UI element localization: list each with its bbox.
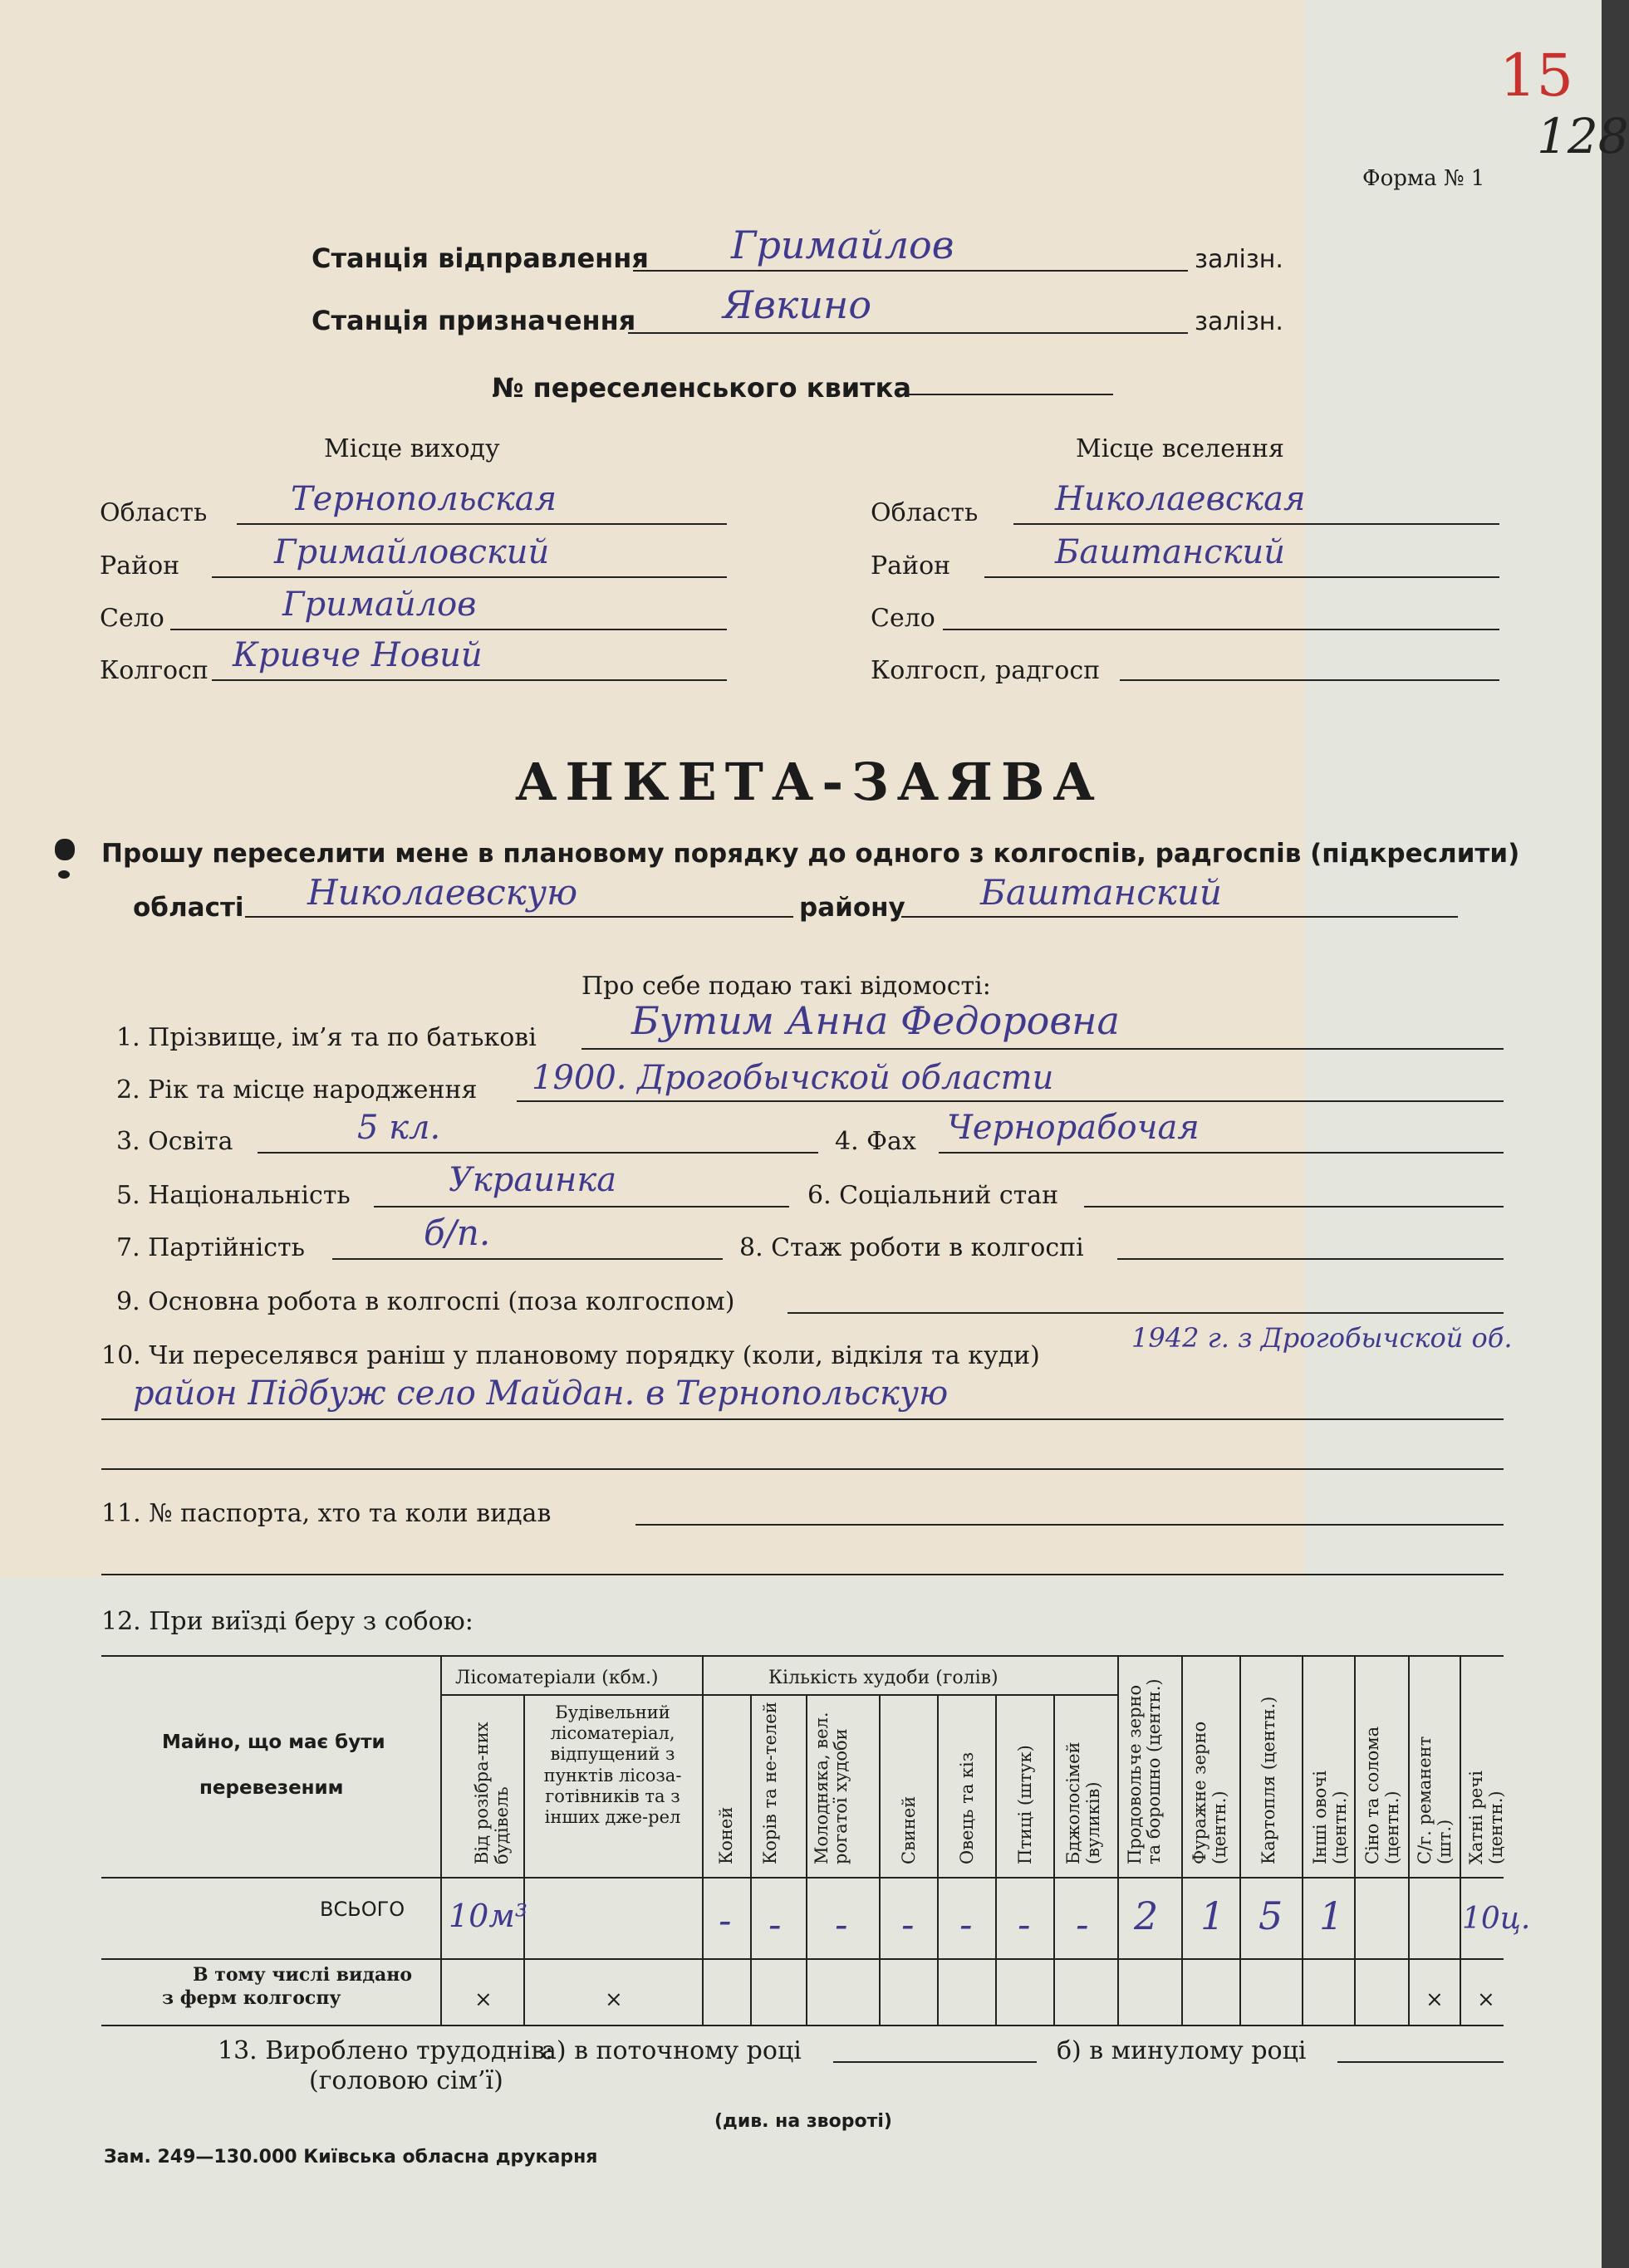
table-line [440,1694,1117,1696]
total-grain: 2 [1134,1893,1159,1938]
table-line [1181,1655,1183,2025]
request-raion-label: району [799,893,905,923]
workdays-previous-line [1337,2061,1504,2063]
total-potato: 5 [1259,1893,1283,1938]
origin-village-label: Село [100,604,164,633]
departure-station-line [633,270,1188,272]
table-line [702,1655,704,2025]
q4-value: Чернорабочая [947,1109,1200,1147]
col-birds-header: Птиці (штук) [1015,1745,1035,1864]
table-line [1239,1655,1241,2025]
row-farm-label-2: з ферм колгоспу [162,1987,341,2009]
col-dismantled-header: Від розібра-них будівель [472,1722,512,1864]
col-potato-header: Картопля (центн.) [1259,1696,1278,1864]
q10-value-first: 1942 г. з Дрогобычской об. [1131,1322,1513,1354]
intro-text: Про себе подаю такі відомості: [581,972,991,1001]
q5-label: 5. Національність [116,1181,351,1210]
destination-station-label: Станція призначення [312,305,636,336]
origin-village-line [170,629,727,630]
q9-line [788,1312,1504,1314]
q12-label: 12. При виїзді беру з собою: [101,1607,473,1636]
col-household-header: Хатні речі (центн.) [1466,1771,1506,1864]
row-total-label: ВСЬОГО [320,1898,405,1921]
col-pigs-header: Свиней [899,1795,919,1864]
q8-label: 8. Стаж роботи в колгоспі [739,1233,1084,1262]
printer-imprint: Зам. 249—130.000 Київська обласна друкарня [104,2147,598,2168]
total-young: - [835,1902,848,1947]
q10-line-2 [101,1468,1504,1470]
table-line [806,1694,807,2025]
col-bees-header: Бджолосімей (вуликів) [1063,1741,1103,1864]
table-line [440,1655,442,2025]
q10-line-1 [101,1418,1504,1420]
form-number: Форма № 1 [1362,166,1485,191]
dest-raion-line [984,576,1499,578]
table-line [937,1694,939,2025]
request-text: Прошу переселити мене в плановому порядку до одного з колгоспів, радгоспів (підкреслити) [101,839,1520,869]
total-pigs: - [901,1902,915,1947]
q10-value-second: район Підбуж село Майдан. в Тернопольскую [133,1374,949,1413]
request-raion-line [901,916,1458,918]
request-oblast-value: Николаевскую [307,872,578,913]
q2-line [517,1100,1504,1102]
q3-label: 3. Освіта [116,1127,233,1156]
q11-line-1 [635,1524,1504,1526]
table-line [101,1958,1504,1960]
destination-rail-suffix: залізн. [1195,307,1283,336]
col-horses-header: Коней [716,1806,736,1864]
q9-label: 9. Основна робота в колгоспі (поза колгоспом) [116,1287,735,1316]
archive-number-red: 15 [1499,42,1574,110]
row-farm-label-1: В тому числі видано [193,1964,413,1986]
departure-rail-suffix: залізн. [1195,245,1283,274]
departure-station-label: Станція відправлення [312,242,649,274]
origin-kolhosp-line [212,679,727,681]
q11-label: 11. № паспорта, хто та коли видав [101,1499,552,1528]
table-line [101,1655,1504,1657]
workdays-current-line [833,2061,1037,2063]
destination-station-line [628,332,1188,334]
origin-raion-label: Район [100,551,180,580]
dest-oblast-line [1013,523,1499,525]
workdays-sub: (головою сім’ї) [309,2066,503,2095]
total-sheep: - [959,1902,973,1947]
archive-number-black: 128 [1537,108,1629,164]
cross-mark: × [1477,1987,1495,2012]
dest-village-line [943,629,1499,630]
q1-value: Бутим Анна Федоровна [631,998,1120,1043]
table-line [101,1877,1504,1879]
property-header-line2: перевезеним [199,1777,344,1799]
origin-village-value: Гримайлов [282,585,477,624]
origin-oblast-line [237,523,727,525]
table-line [1117,1655,1119,2025]
q1-line [581,1048,1504,1050]
q2-label: 2. Рік та місце народження [116,1075,478,1105]
total-bees: - [1076,1902,1089,1947]
workdays-current-label: а) в поточному році [542,2036,802,2065]
table-line [750,1694,752,2025]
destination-station-value: Явкино [723,282,872,327]
q5-value: Украинка [449,1161,617,1199]
page-right-area [1304,0,1602,2268]
table-line [523,1694,525,2025]
destination-heading: Місце вселення [1076,434,1284,463]
q7-line [332,1258,723,1260]
timber-header: Лісоматеріали (кбм.) [455,1668,659,1688]
table-line [879,1694,881,2025]
total-fodder: 1 [1200,1893,1225,1938]
cross-mark: × [474,1987,493,2012]
col-building-timber-header: Будівельний лісоматеріал, відпущений з пунктів лісоза-готівників та з інших дже-рел [543,1702,682,1827]
q2-value: 1900. Дрогобычской области [532,1059,1054,1097]
origin-oblast-label: Область [100,498,208,527]
cross-mark: × [1425,1987,1444,2012]
origin-kolhosp-label: Колгосп [100,656,209,685]
table-line [1408,1655,1410,2025]
col-veg-header: Інші овочі (центн.) [1310,1771,1350,1864]
col-young-header: Молодняка, вел. рогатої худоби [812,1712,851,1864]
request-oblast-label: області [133,893,244,923]
q6-line [1084,1206,1504,1207]
origin-raion-value: Гримайловский [274,533,550,571]
col-sheep-header: Овець та кіз [957,1751,977,1864]
cross-mark: × [605,1987,623,2012]
table-line [1053,1694,1055,2025]
total-household: 10ц. [1462,1902,1531,1936]
dest-kolhosp-label: Колгосп, радгосп [871,656,1101,685]
ticket-number-label: № переселенського квитка [492,372,911,404]
total-horses: - [719,1898,732,1942]
ticket-number-line [905,394,1113,395]
col-hay-header: Сіно та солома (центн.) [1362,1726,1402,1864]
q1-label: 1. Прізвище, ім’я та по батькові [116,1023,537,1052]
q7-label: 7. Партійність [116,1233,305,1262]
q3-line [258,1152,818,1154]
origin-oblast-value: Тернопольская [291,480,557,518]
dest-kolhosp-line [1120,679,1499,681]
table-line [101,2025,1504,2026]
total-birds: - [1018,1902,1031,1947]
origin-heading: Місце виходу [324,434,500,463]
punch-hole [55,839,75,860]
departure-station-value: Гримайлов [731,223,954,267]
col-fodder-header: Фуражне зерно (центн.) [1190,1721,1229,1864]
total-cows: - [768,1902,782,1947]
livestock-header: Кількість худоби (голів) [768,1668,998,1688]
col-cows-header: Корів та не-телей [760,1702,780,1864]
total-dismantled: 10м³ [449,1898,528,1934]
q8-line [1117,1258,1504,1260]
q10-label: 10. Чи переселявся раніш у плановому порядку (коли, відкіля та куди) [101,1341,1040,1370]
workdays-previous-label: б) в минулому році [1057,2036,1307,2065]
dest-raion-label: Район [871,551,951,580]
request-oblast-line [245,916,793,918]
punch-hole [58,870,70,879]
q11-line-2 [101,1574,1504,1575]
property-header-line1: Майно, що має бути [162,1732,385,1753]
table-line [1354,1655,1356,2025]
dest-raion-value: Баштанский [1055,533,1286,571]
q4-line [939,1152,1504,1154]
col-grain-header: Продовольче зерно та борошно (центн.) [1125,1678,1165,1864]
q4-label: 4. Фах [835,1127,916,1156]
table-line [995,1694,997,2025]
total-veg: 1 [1319,1893,1344,1938]
q6-label: 6. Соціальний стан [807,1181,1059,1210]
table-line [1302,1655,1303,2025]
table-line [1460,1655,1461,2025]
see-back-note: (див. на звороті) [714,2111,892,2132]
dest-oblast-value: Николаевская [1055,480,1306,518]
request-raion-value: Баштанский [980,872,1222,913]
origin-kolhosp-value: Кривче Новий [233,636,483,674]
origin-raion-line [212,576,727,578]
q3-value: 5 кл. [357,1109,441,1147]
dest-oblast-label: Область [871,498,979,527]
dest-village-label: Село [871,604,935,633]
q5-line [374,1206,789,1207]
q7-value: б/п. [424,1212,491,1253]
workdays-label: 13. Вироблено трудоднів: [218,2036,554,2065]
form-title: АНКЕТА-ЗАЯВА [515,752,1103,812]
col-tools-header: С/г. реманент (шт.) [1415,1736,1455,1864]
